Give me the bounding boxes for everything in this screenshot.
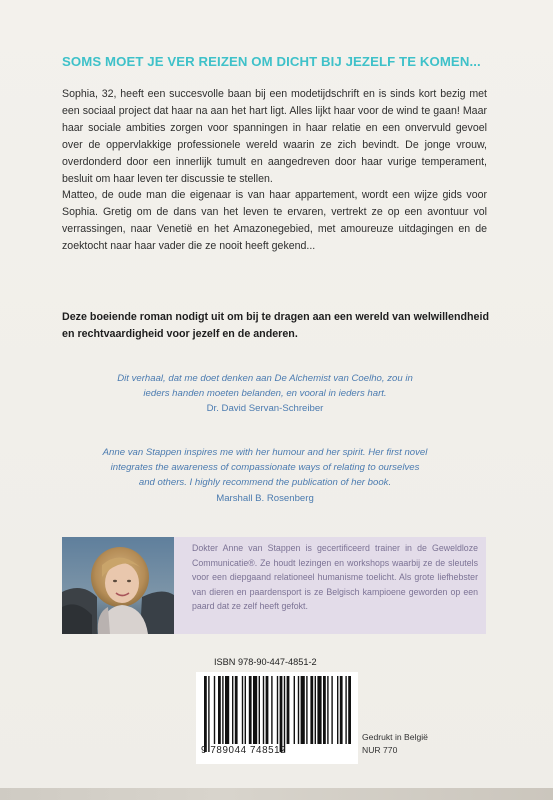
quote-line: Dit verhaal, dat me doet denken aan De Alchemist van Coelho, zou in xyxy=(117,373,413,384)
barcode-bar xyxy=(306,676,307,744)
barcode-bar xyxy=(337,676,338,744)
barcode-bar xyxy=(340,676,343,744)
barcode-bar xyxy=(208,676,209,752)
barcode-bar xyxy=(218,676,221,744)
quote-line: Anne van Stappen inspires me with her humour and her spirit. Her first novel xyxy=(102,447,428,458)
barcode-bar xyxy=(348,676,351,744)
summary-paragraph-2: Matteo, de oude man die eigenaar is van haar appartement, wordt een wijze gids voor Sophia. Gretig om de dans van het leven te ervaren, vertrekt ze op een avontuur vol verrassingen, naar Venetië en het Amazonegebied, met amoureuze uitdagingen en de zoektocht naar haar vader die ze nooit heeft gekend... xyxy=(62,189,487,253)
barcode-bar xyxy=(301,676,305,744)
barcode-bar xyxy=(323,676,326,744)
hook-text: Deze boeiende roman nodigt uit om bij te dragen aan een wereld van welwillendheid en rechtvaardigheid voor jezelf en de anderen. xyxy=(62,311,489,340)
printing-info xyxy=(362,731,428,756)
author-bio: Dokter Anne van Stappen is gecertificeerd trainer in de Geweldloze Communicatie®. Ze houdt lezingen en workshops waarbij ze de sleutels voor een diepgaand relationeel humanisme toelicht. Als grote liefhebster van dieren en paardensport is ze Belgisch kampioene geworden op een paard dat ze zelf heeft gefokt. xyxy=(192,543,478,612)
quote-servan-schreiber xyxy=(60,371,470,417)
barcode-bar xyxy=(245,676,246,744)
quote-rosenberg xyxy=(60,445,470,506)
author-bio-box xyxy=(62,537,486,634)
barcode-bar xyxy=(225,676,229,744)
barcode-bar xyxy=(277,676,278,744)
quote-author: Marshall B. Rosenberg xyxy=(216,492,314,504)
barcode-bar xyxy=(310,676,313,744)
barcode-bar xyxy=(222,676,223,744)
barcode-bar xyxy=(317,676,321,744)
barcode-bar xyxy=(249,676,252,744)
summary-paragraph-1: Sophia, 32, heeft een succesvolle baan bij een modetijdschrift en is sinds kort bezig met een sociaal project dat haar na aan het hart ligt. Alles lijkt haar voor de wind te gaan! Maar haar sociale ambities zorgen voor spanningen in haar relatie en een onvervuld gevoel over de oppervlakkige professionele wereld waarin ze zich bevindt. De jonge vrouw, overdonderd door een innerlijk tumult en aangedreven door haar vurige temperament, besluit om haar leven ter discussie te stellen. xyxy=(62,88,487,185)
barcode-bar xyxy=(259,676,260,744)
tagline: SOMS MOET JE VER REIZEN OM DICHT BIJ JEZELF TE KOMEN... xyxy=(62,54,481,69)
barcode-bar xyxy=(327,676,328,744)
nur-code: NUR 770 xyxy=(362,744,398,755)
quote-line: ieders handen moeten belanden, en vooral in ieders hart. xyxy=(143,388,387,400)
isbn: ISBN 978-90-447-4851-2 xyxy=(214,657,317,667)
author-photo-image xyxy=(62,537,174,634)
barcode-bar xyxy=(287,676,290,744)
barcode-bar xyxy=(284,676,285,752)
barcode-bar xyxy=(242,676,243,744)
quote-author: Dr. David Servan-Schreiber xyxy=(206,403,324,415)
barcode-bar xyxy=(266,676,269,744)
quote-line: integrates the awareness of compassionate ways of relating to ourselves xyxy=(110,462,420,474)
printed-in: Gedrukt in België xyxy=(362,732,428,742)
barcode-bar xyxy=(331,676,332,744)
summary xyxy=(62,86,487,255)
barcode-bar xyxy=(204,676,207,752)
barcode-bar xyxy=(263,676,264,744)
barcode-bar xyxy=(280,676,283,752)
page-edge xyxy=(0,788,553,800)
quote-line: and others. I highly recommend the publication of her book. xyxy=(138,477,392,489)
barcode-bar xyxy=(298,676,299,744)
barcode-bar xyxy=(235,676,238,744)
barcode-digits: 9 789044 748512 xyxy=(201,745,287,756)
barcode-bar xyxy=(232,676,233,744)
barcode-bar xyxy=(271,676,272,744)
barcode-bar xyxy=(315,676,316,744)
author-photo xyxy=(62,537,174,634)
barcode-bar xyxy=(253,676,257,744)
barcode-bar xyxy=(294,676,295,744)
barcode-bar xyxy=(345,676,346,744)
barcode-bar xyxy=(214,676,215,744)
